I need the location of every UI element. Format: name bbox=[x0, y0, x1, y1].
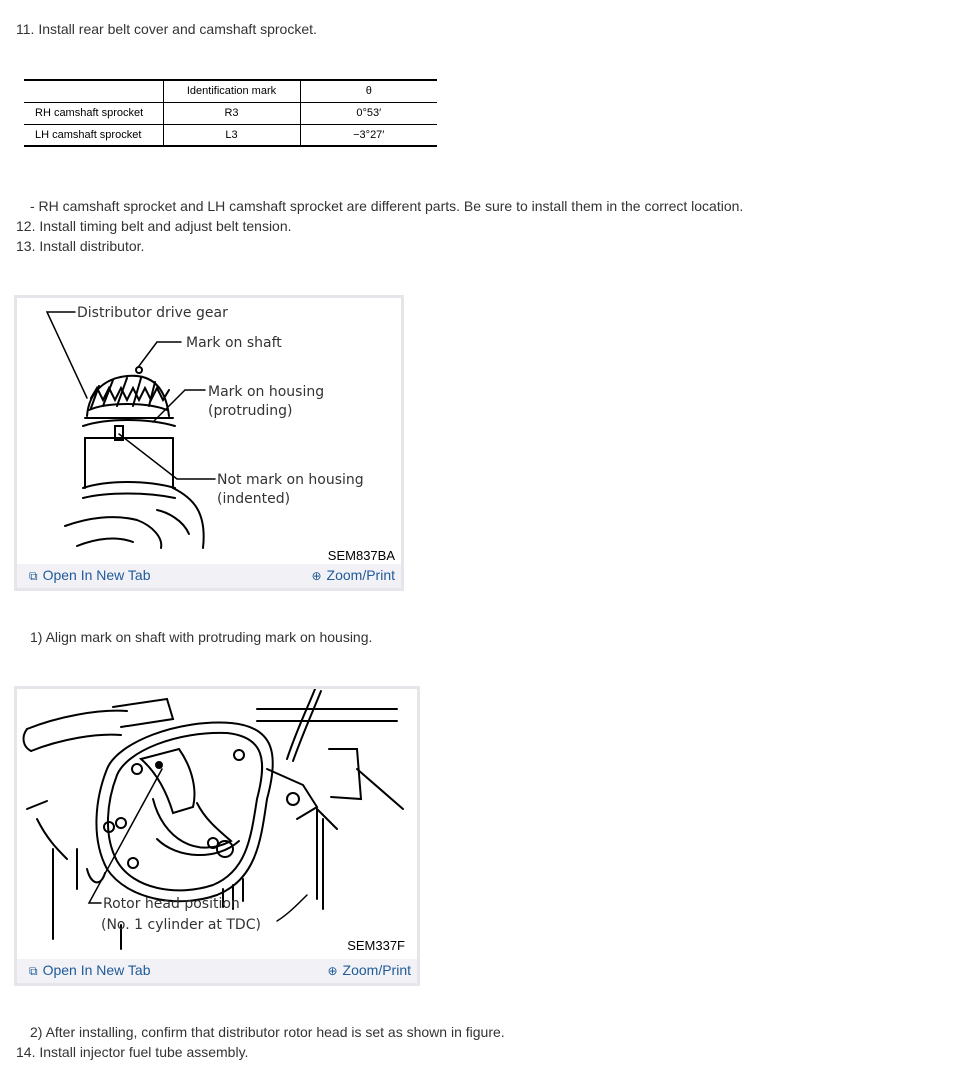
open-in-new-tab-label: Open In New Tab bbox=[42, 962, 151, 978]
table-cell: RH camshaft sprocket bbox=[24, 102, 163, 124]
label-mark-on-housing: Mark on housing bbox=[208, 384, 325, 400]
table-header-cell: θ bbox=[300, 80, 437, 102]
label-protruding: (protruding) bbox=[208, 403, 293, 419]
label-rotor-head-position: Rotor head position bbox=[103, 896, 240, 912]
step-13 bbox=[16, 237, 144, 255]
figure-code: SEM337F bbox=[347, 938, 405, 953]
table-cell: R3 bbox=[163, 102, 300, 124]
step-text: Install injector fuel tube assembly. bbox=[39, 1044, 249, 1060]
zoom-magnifier-icon: ⊕ bbox=[327, 964, 338, 978]
zoom-print-label: Zoom/Print bbox=[326, 567, 395, 583]
open-in-new-tab-link[interactable] bbox=[29, 962, 151, 979]
table-header-cell: Identification mark bbox=[163, 80, 300, 102]
step-number: 11. bbox=[16, 21, 35, 37]
figure-toolbar bbox=[17, 564, 401, 588]
step-text: Install distributor. bbox=[39, 238, 145, 254]
table-cell: 0°53′ bbox=[300, 102, 437, 124]
label-distributor-drive-gear: Distributor drive gear bbox=[77, 305, 228, 321]
open-in-new-tab-link[interactable] bbox=[29, 567, 151, 584]
table-row bbox=[24, 102, 437, 124]
sub-step-1: 1) Align mark on shaft with protruding mark on housing. bbox=[30, 629, 373, 645]
table-cell: LH camshaft sprocket bbox=[24, 124, 163, 146]
table-header-row bbox=[24, 80, 437, 102]
zoom-magnifier-icon: ⊕ bbox=[311, 569, 322, 583]
figure-toolbar bbox=[17, 959, 417, 983]
open-in-new-tab-icon: ⧉ bbox=[29, 964, 38, 978]
note-rh-lh: - RH camshaft sprocket and LH camshaft sprocket are different parts. Be sure to install them in the correct location. bbox=[30, 198, 744, 214]
step-number: 14. bbox=[16, 1044, 36, 1060]
open-in-new-tab-icon: ⧉ bbox=[29, 569, 38, 583]
zoom-print-link[interactable] bbox=[327, 962, 411, 978]
label-no1-cylinder-tdc: (No. 1 cylinder at TDC) bbox=[101, 917, 261, 933]
step-text: Install rear belt cover and camshaft sprocket. bbox=[38, 21, 317, 37]
step-number: 12. bbox=[16, 218, 36, 234]
table-header-cell bbox=[24, 80, 163, 102]
table-cell: −3°27′ bbox=[300, 124, 437, 146]
figure-distributor-gear bbox=[14, 295, 404, 591]
zoom-print-label: Zoom/Print bbox=[342, 962, 411, 978]
step-12 bbox=[16, 217, 292, 235]
step-number: 13. bbox=[16, 238, 36, 254]
open-in-new-tab-label: Open In New Tab bbox=[42, 567, 151, 583]
figure-rotor-head bbox=[14, 686, 420, 986]
figure-code: SEM837BA bbox=[327, 548, 395, 563]
sprocket-table bbox=[24, 79, 437, 147]
zoom-print-link[interactable] bbox=[311, 567, 395, 583]
step-text: Install timing belt and adjust belt tension. bbox=[39, 218, 292, 234]
table-cell: L3 bbox=[163, 124, 300, 146]
label-indented: (indented) bbox=[217, 491, 291, 507]
table-row bbox=[24, 124, 437, 146]
label-mark-on-shaft: Mark on shaft bbox=[186, 335, 282, 351]
step-14 bbox=[16, 1043, 248, 1061]
step-11 bbox=[16, 20, 317, 38]
label-not-mark-on-housing: Not mark on housing bbox=[217, 472, 364, 488]
sub-step-2: 2) After installing, confirm that distributor rotor head is set as shown in figure. bbox=[30, 1024, 505, 1040]
